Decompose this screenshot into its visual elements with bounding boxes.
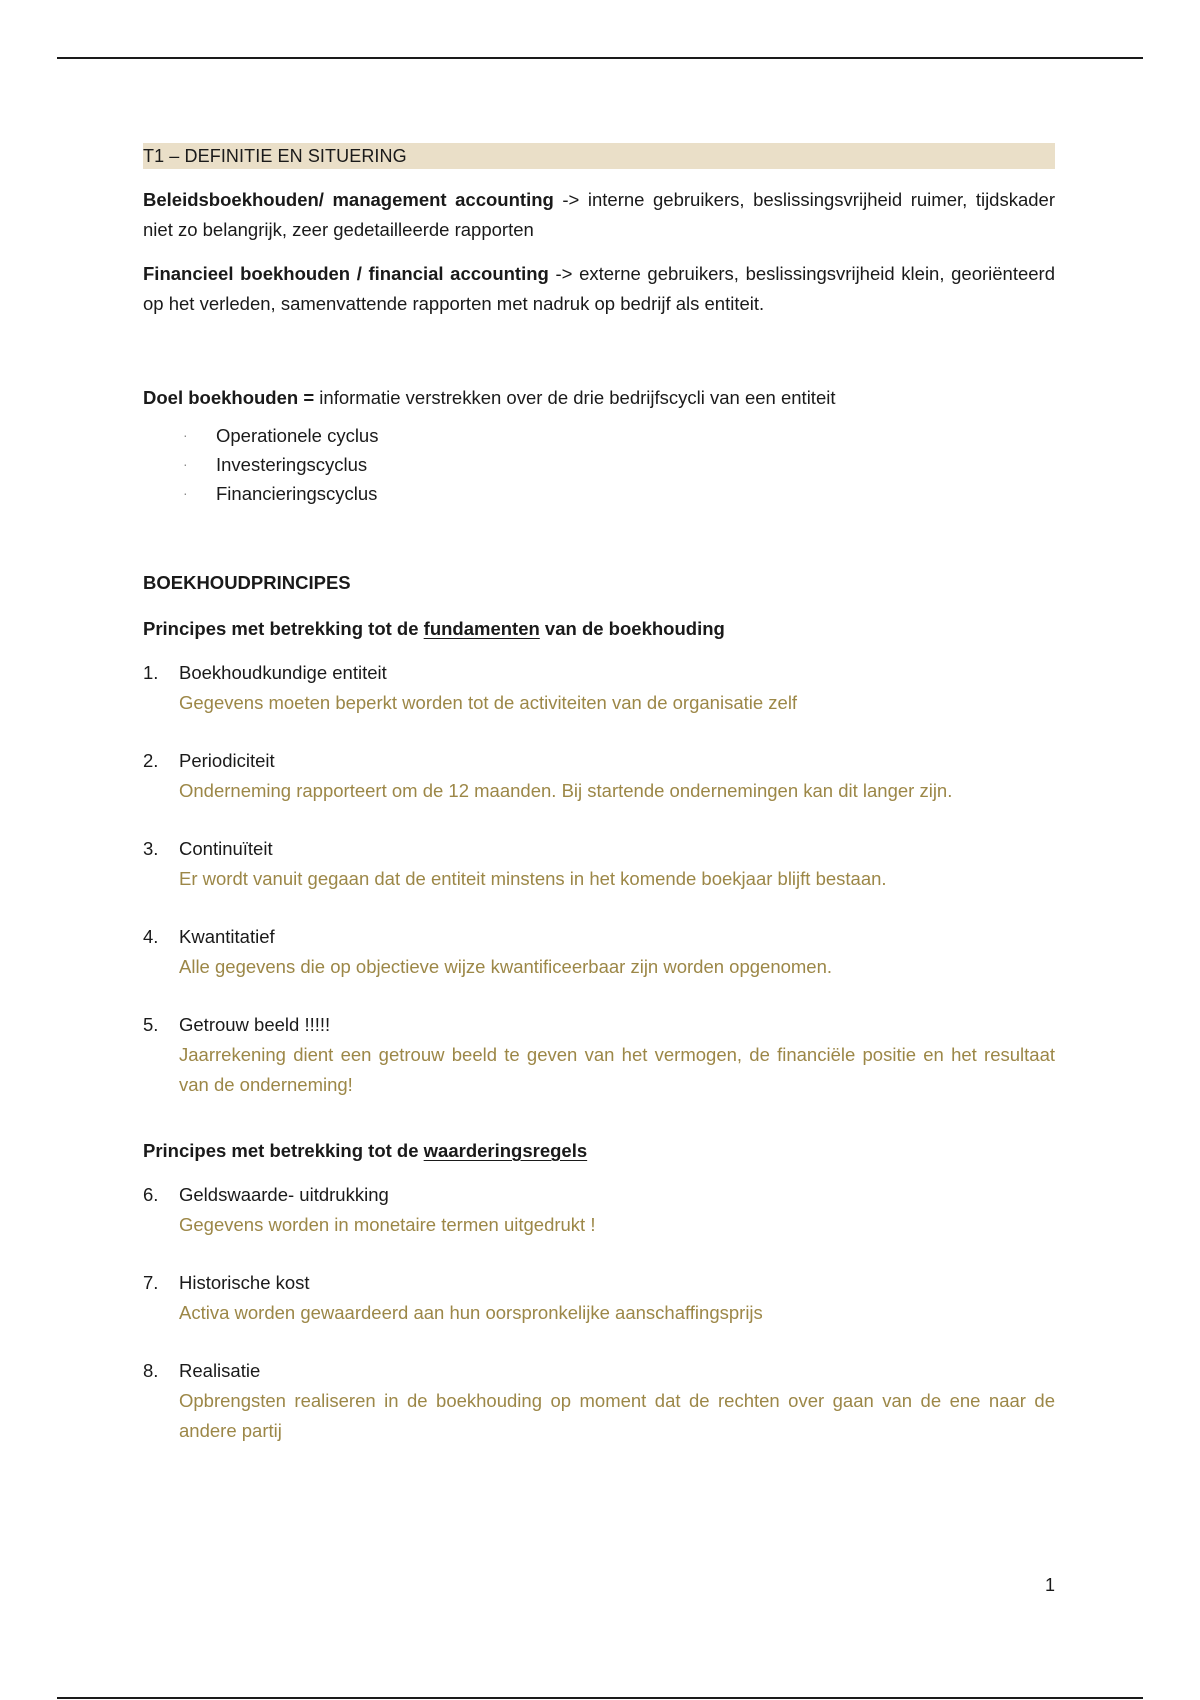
list-item: · Financieringscyclus (143, 479, 1055, 508)
principle-title: Getrouw beeld !!!!! (179, 1014, 331, 1035)
beleid-term: Beleidsboekhouden/ management accounting (143, 189, 554, 210)
principle-description: Onderneming rapporteert om de 12 maanden. Bij startende ondernemingen kan dit langer zijn. (179, 780, 953, 801)
cycle-list (143, 421, 1055, 508)
section-title: T1 – DEFINITIE EN SITUERING (143, 143, 1055, 169)
bullet-icon: · (183, 485, 188, 501)
principle-item (143, 746, 1055, 806)
principle-item (143, 658, 1055, 718)
principle-item (143, 834, 1055, 894)
principle-title: Periodiciteit (179, 750, 275, 771)
doel-paragraph (143, 383, 1055, 413)
principle-title: Boekhoudkundige entiteit (179, 662, 387, 683)
principle-description: Gegevens moeten beperkt worden tot de activiteiten van de organisatie zelf (179, 692, 798, 713)
page-content (143, 143, 1055, 1474)
group2-heading: Principes met betrekking tot de waarderingsregels (143, 1140, 588, 1161)
principle-title: Continuïteit (179, 838, 273, 859)
doel-term: Doel boekhouden = (143, 387, 315, 408)
list-item: · Operationele cyclus (143, 421, 1055, 450)
principle-number: 5. (143, 1014, 159, 1035)
principle-item (143, 1268, 1055, 1328)
principle-number: 7. (143, 1272, 159, 1293)
principle-title: Geldswaarde- uitdrukking (179, 1184, 389, 1205)
principle-item (143, 1356, 1055, 1446)
principle-description: Gegevens worden in monetaire termen uitgedrukt ! (179, 1214, 596, 1235)
principle-description: Er wordt vanuit gegaan dat de entiteit minstens in het komende boekjaar blijft bestaan. (179, 868, 887, 889)
principle-item (143, 1180, 1055, 1240)
list-item: · Investeringscyclus (143, 450, 1055, 479)
principle-title: Realisatie (179, 1360, 261, 1381)
beleid-paragraph (143, 185, 1055, 245)
financieel-text: -> externe gebruikers, beslissingsvrijheid klein, georiënteerd op het verleden, samenvattende rapporten met nadruk op bedrijf als entiteit. (143, 263, 1055, 314)
principle-description: Activa worden gewaardeerd aan hun oorspronkelijke aanschaffingsprijs (179, 1302, 763, 1323)
bullet-icon: · (183, 456, 188, 472)
principle-number: 3. (143, 838, 159, 859)
financieel-term: Financieel boekhouden / financial accounting (143, 263, 549, 284)
page-number: 1 (1045, 1575, 1056, 1595)
principle-item (143, 922, 1055, 982)
beleid-text: -> interne gebruikers, beslissingsvrijheid ruimer, tijdskader niet zo belangrijk, zeer gedetailleerde rapporten (143, 189, 1055, 240)
principle-description: Opbrengsten realiseren in de boekhouding op moment dat de rechten over gaan van de ene naar de andere partij (179, 1390, 1055, 1441)
bottom-rule (57, 1697, 1143, 1699)
principle-number: 6. (143, 1184, 159, 1205)
group1-heading: Principes met betrekking tot de fundamenten van de boekhouding (143, 618, 725, 639)
principle-number: 1. (143, 662, 159, 683)
bullet-icon: · (183, 427, 188, 443)
principle-description: Alle gegevens die op objectieve wijze kwantificeerbaar zijn worden opgenomen. (179, 956, 833, 977)
principle-item (143, 1010, 1055, 1100)
principle-title: Kwantitatief (179, 926, 275, 947)
principles-heading: BOEKHOUDPRINCIPES (143, 572, 351, 593)
principle-title: Historische kost (179, 1272, 310, 1293)
principle-number: 8. (143, 1360, 159, 1381)
principle-number: 2. (143, 750, 159, 771)
doel-text: informatie verstrekken over de drie bedrijfscycli van een entiteit (314, 387, 836, 408)
top-rule (57, 57, 1143, 59)
principle-number: 4. (143, 926, 159, 947)
principle-description: Jaarrekening dient een getrouw beeld te geven van het vermogen, de financiële positie en het resultaat van de onderneming! (179, 1044, 1055, 1095)
financieel-paragraph (143, 259, 1055, 319)
